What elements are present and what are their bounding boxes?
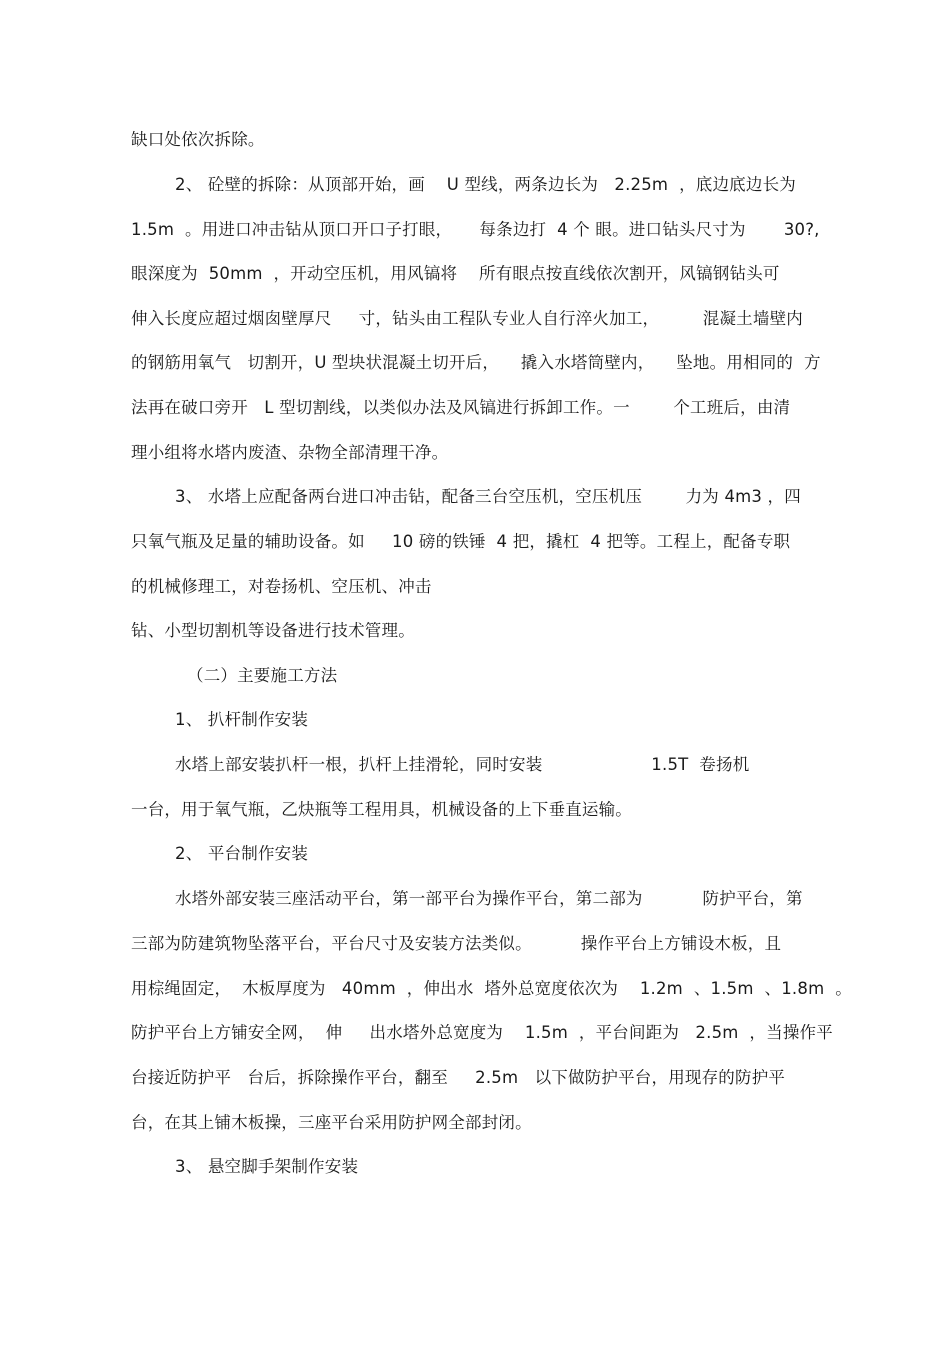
text-line: 伸入长度应超过烟囱壁厚尺 寸，钻头由工程队专业人自行淬火加工， 混凝土墙壁内 [131, 309, 803, 328]
text-line: 眼深度为 50mm ，开动空压机，用风镐将 所有眼点按直线依次割开，风镐钢钻头可 [131, 264, 780, 283]
section-heading: （二）主要施工方法 [187, 666, 338, 685]
subsection-heading: 3、 悬空脚手架制作安装 [175, 1157, 359, 1176]
text-line: 3、 水塔上应配备两台进口冲击钻，配备三台空压机，空压机压 力为 4m3 ，四 [175, 487, 801, 506]
text-line: 三部为防建筑物坠落平台，平台尺寸及安装方法类似。 操作平台上方铺设木板，且 [131, 934, 782, 953]
text-line: 2、 砼壁的拆除：从顶部开始，画 U 型线，两条边长为 2.25m ，底边底边长为 [175, 175, 796, 194]
subsection-heading: 2、 平台制作安装 [175, 844, 309, 863]
text-line: 一台，用于氧气瓶，乙炔瓶等工程用具，机械设备的上下垂直运输。 [131, 800, 632, 819]
text-line: 防护平台上方铺安全网， 伸 出水塔外总宽度为 1.5m ，平台间距为 2.5m ，当操作平 [131, 1023, 833, 1042]
text-line: 钻、小型切割机等设备进行技术管理。 [131, 621, 415, 640]
text-line: 用棕绳固定， 木板厚度为 40mm ，伸出水 塔外总宽度依次为 1.2m 、1.5m 、1.8m 。 [131, 979, 852, 998]
text-line: 只氧气瓶及足量的辅助设备。如 10 磅的铁锤 4 把，撬杠 4 把等。工程上，配备专职 [131, 532, 791, 551]
text-line: 水塔上部安装扒杆一根，扒杆上挂滑轮，同时安装 1.5T 卷扬机 [175, 755, 750, 774]
subsection-heading: 1、 扒杆制作安装 [175, 710, 309, 729]
text-line: 的机械修理工，对卷扬机、空压机、冲击 [131, 577, 432, 596]
text-line: 法再在破口旁开 L 型切割线，以类似办法及风镐进行拆卸工作。一 个工班后，由清 [131, 398, 791, 417]
text-line: 的钢筋用氧气 切割开，U 型块状混凝土切开后， 撬入水塔筒壁内， 坠地。用相同的 方 [131, 353, 821, 372]
text-line: 台，在其上铺木板操，三座平台采用防护网全部封闭。 [131, 1113, 532, 1132]
text-line: 1.5m 。用进口冲击钻从顶口开口子打眼， 每条边打 4 个 眼。进口钻头尺寸为 30?, [131, 220, 820, 239]
text-line: 台接近防护平 台后，拆除操作平台，翻至 2.5m 以下做防护平台，用现存的防护平 [131, 1068, 786, 1087]
text-line: 水塔外部安装三座活动平台，第一部平台为操作平台，第二部为 防护平台，第 [175, 889, 803, 908]
text-line: 缺口处依次拆除。 [131, 130, 265, 149]
text-line: 理小组将水塔内废渣、杂物全部清理干净。 [131, 443, 449, 462]
